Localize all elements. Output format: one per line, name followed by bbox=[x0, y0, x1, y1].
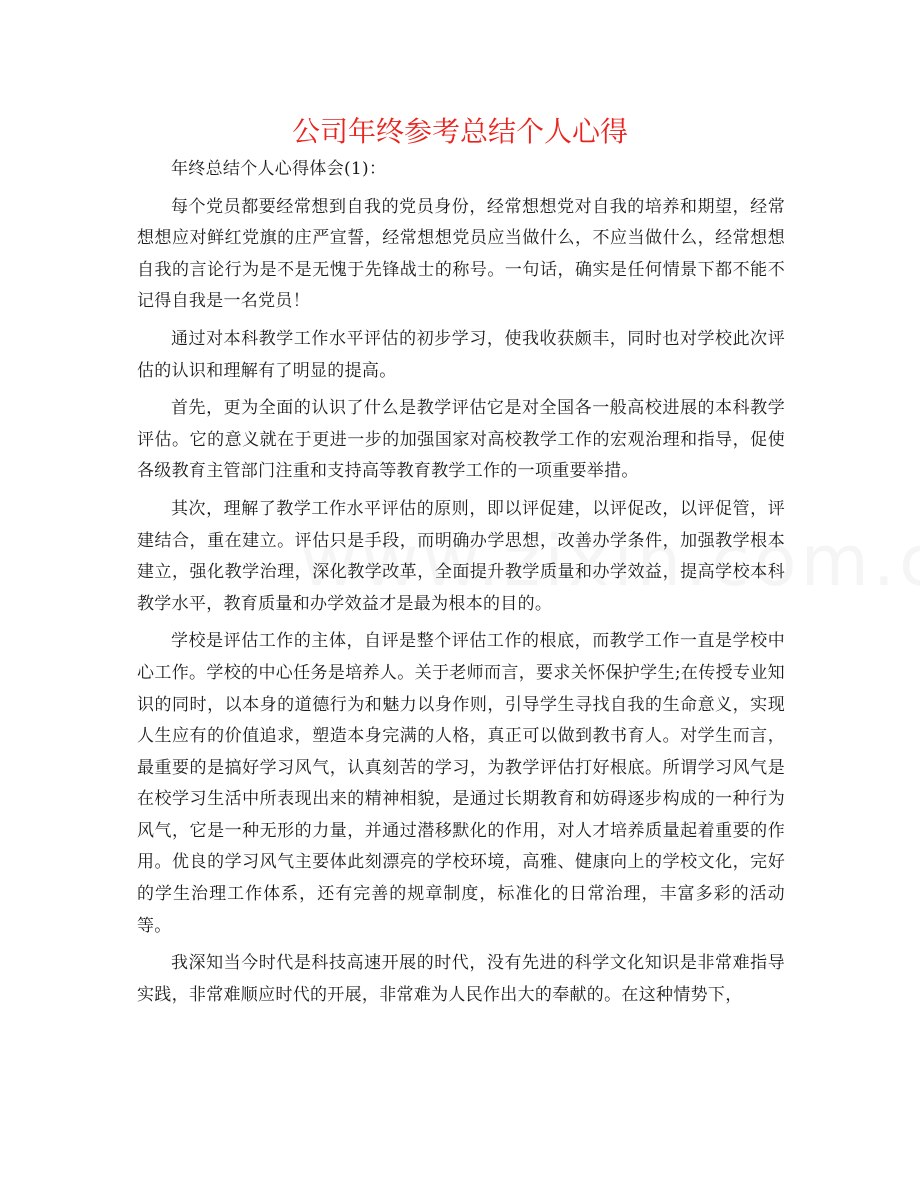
paragraph: 其次，理解了教学工作水平评估的原则，即以评促建，以评促改，以评促管，评建结合，重在建立。评估只是手段，而明确办学思想，改善办学条件，加强教学根本建立，强化教学治理，深化教学改革，全面提升教学质量和办学效益，提高学校本科教学水平，教育质量和办学效益才是最为根本的目的。 bbox=[137, 498, 785, 614]
document-body bbox=[137, 154, 785, 1011]
paragraph: 通过对本科教学工作水平评估的初步学习，使我收获颇丰，同时也对学校此次评估的认识和理解有了明显的提高。 bbox=[137, 328, 785, 381]
paragraph: 学校是评估工作的主体，自评是整个评估工作的根底，而教学工作一直是学校中心工作。学校的中心任务是培养人。关于老师而言，要求关怀保护学生;在传授专业知识的同时，以本身的道德行为和魅力以身作则，引导学生寻找自我的生命意义，实现人生应有的价值追求，塑造本身完满的人格，真正可以做到教书育人。对学生而言，最重要的是搞好学习风气，认真刻苦的学习，为教学评估打好根底。所谓学习风气是在校学习生活中所表现出来的精神相貌，是通过长期教育和妨碍逐步构成的一种行为风气，它是一种无形的力量，并通过潜移默化的作用，对人才培养质量起着重要的作用。优良的学习风气主要体此刻漂亮的学校环境，高雅、健康向上的学校文化，完好的学生治理工作体系，还有完善的规章制度，标准化的日常治理，丰富多彩的活动等。 bbox=[137, 631, 785, 936]
paragraph: 我深知当今时代是科技高速开展的时代，没有先进的科学文化知识是非常难指导实践，非常难顺应时代的开展，非常难为人民作出大的奉献的。在这种情势下， bbox=[137, 953, 785, 1005]
paragraph-heading: 年终总结个人心得体会(1)： bbox=[171, 159, 387, 179]
paragraph: 首先，更为全面的认识了什么是教学评估它是对全国各一般高校进展的本科教学评估。它的意义就在于更进一步的加强国家对高校教学工作的宏观治理和指导，促使各级教育主管部门注重和支持高等教育教学工作的一项重要举措。 bbox=[137, 398, 785, 482]
document-title: 公司年终参考总结个人心得 bbox=[291, 115, 628, 148]
paragraph: 每个党员都要经常想到自我的党员身份，经常想想党对自我的培养和期望，经常想想应对鲜红党旗的庄严宣誓，经常想想党员应当做什么，不应当做什么，经常想想自我的言论行为是不是无愧于先锋战士的称号。一句话，确实是任何情景下都不能不记得自我是一名党员！ bbox=[137, 196, 785, 312]
